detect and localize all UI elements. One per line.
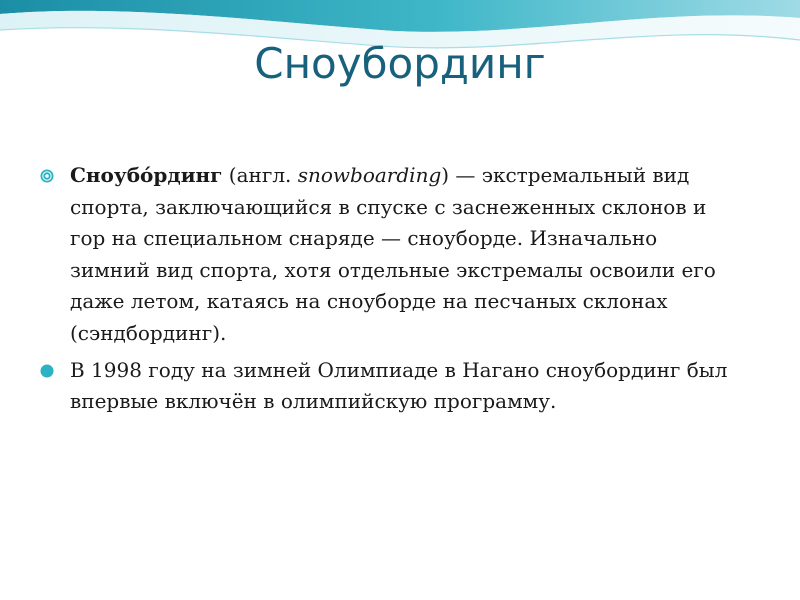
bullet-olympics xyxy=(38,355,738,418)
olympics-text: В 1998 году на зимней Олимпиаде в Нагано сноубординг был впервые включён в олимпийскую программу. xyxy=(70,357,728,414)
bullet-definition xyxy=(38,160,738,350)
definition-text: ) — экстремальный вид спорта, заключающийся в спуске с заснеженных склонов и гор на специальном снаряде — сноуборде. Изначально зимний вид спорта, хотя отдельные экстремалы освоили его даже летом, катаясь на сноуборде на песчаных склонах (сэндбординг). xyxy=(70,163,716,345)
paren-open: (англ. xyxy=(222,163,298,187)
slide-title: Сноубординг xyxy=(254,39,546,88)
bullet-marker-icon xyxy=(40,169,54,183)
term-snowboarding: Сноубо́рдинг xyxy=(70,163,223,187)
english-term: snowboarding xyxy=(297,163,442,187)
bullet-list xyxy=(38,160,738,423)
bullet-marker-icon xyxy=(40,364,54,378)
